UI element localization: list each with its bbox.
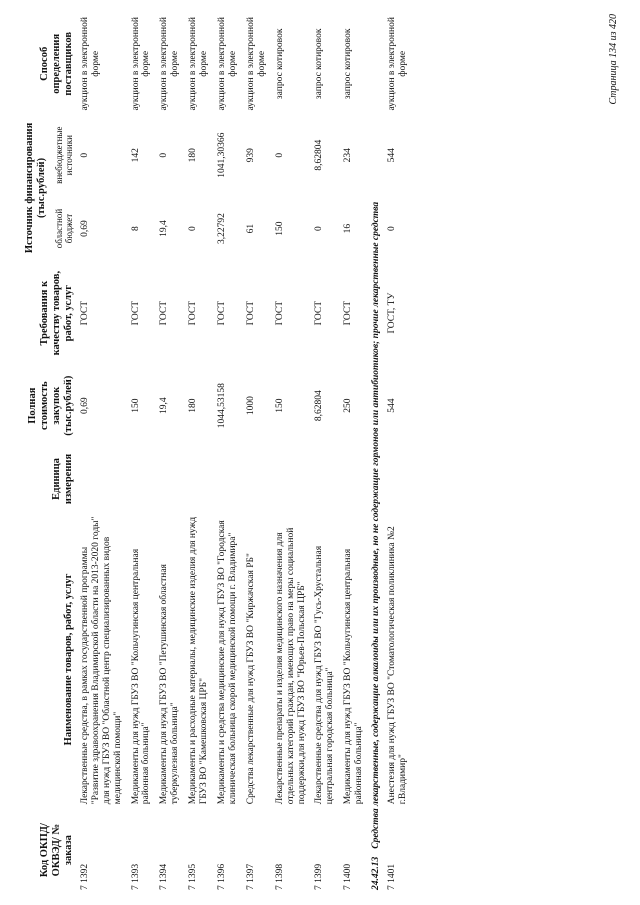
header-source: Источник финансирования (тыс.рублей) — [24, 122, 48, 254]
row-requirements: ГОСТ — [79, 300, 90, 326]
row-code: 7 1396 — [217, 863, 228, 890]
row-total: 150 — [274, 398, 285, 413]
row-method: аукцион в электронной форме — [387, 17, 409, 111]
row-unit — [272, 446, 312, 511]
row-name: Медикаменты для нужд ГБУЗ ВО "Кольчугинская центральная районная больница" — [343, 548, 365, 805]
row-name: Лекарственные средства для нужд ГБУЗ ВО "Гусь-Хрустальная центральная городская больница" — [314, 545, 336, 805]
row-name: Лекарственные средства, в рамках государственной программы "Развитие здравоохранения Владимирской области на 2013-2020 годы" для нужд ГБУЗ ВО "Областной центр специализированных видов медицинской помощи" — [79, 516, 123, 805]
row-offbudget: 1041,30366 — [217, 132, 228, 178]
row-code: 7 1392 — [79, 863, 90, 890]
row-total: 0,69 — [79, 397, 90, 414]
table-row — [384, 13, 413, 893]
row-code: 7 1399 — [314, 863, 325, 890]
row-method: запрос котировок — [343, 28, 354, 100]
row-name: Медикаменты и средства медицинские для нужд ГБУЗ ВО "Городская клиническая больница скорой медицинской помощи г. Владимира" — [217, 520, 238, 805]
row-requirements: ГОСТ — [217, 300, 228, 326]
row-code: 7 1400 — [343, 863, 354, 890]
row-code: 7 1397 — [245, 863, 256, 890]
row-regional-budget: 61 — [245, 223, 256, 234]
procurement-table — [22, 13, 413, 893]
table-row — [185, 13, 214, 893]
row-requirements: ГОСТ — [188, 300, 199, 326]
table-row — [340, 13, 369, 893]
row-method: аукцион в электронной форме — [188, 17, 210, 111]
row-requirements: ГОСТ — [130, 300, 141, 326]
row-total: 8,62804 — [314, 390, 325, 422]
row-name: Анестезия для нужд ГБУЗ ВО "Стоматологическая поликлиника №2 г.Владимир" — [387, 526, 409, 805]
header-total: Полная стоимость закупок (тыс.рублей) — [26, 375, 74, 436]
table-row — [128, 13, 157, 893]
row-unit — [214, 446, 243, 511]
header-name: Наименование товаров, работ, услуг — [62, 573, 74, 746]
row-unit — [156, 446, 185, 511]
row-offbudget: 939 — [245, 148, 256, 163]
row-unit — [340, 446, 369, 511]
row-name: Медикаменты и расходные материалы, медицинские изделия для нужд ГБУЗ ВО "Камешковская ЦРБ" — [188, 516, 210, 805]
row-unit — [311, 446, 340, 511]
row-requirements: ГОСТ — [159, 300, 170, 326]
row-method: запрос котировок — [314, 28, 325, 100]
row-offbudget: 142 — [130, 148, 141, 163]
row-offbudget: 0 — [159, 152, 170, 158]
section-heading — [369, 13, 384, 893]
row-requirements: ГОСТ — [245, 300, 256, 326]
row-offbudget: 0 — [274, 152, 285, 158]
header-code: Код ОКПД/ ОКВЭД/ № заказа — [38, 823, 74, 878]
row-requirements: ГОСТ — [343, 300, 354, 326]
row-method: аукцион в электронной форме — [159, 17, 181, 111]
row-method: аукцион в электронной форме — [130, 17, 152, 111]
section-code: 24.42.13 — [371, 856, 382, 890]
row-name: Медикаменты для нужд ГБУЗ ВО "Кольчугинская центральная районная больница" — [130, 548, 152, 805]
row-unit — [384, 446, 413, 511]
row-name: Средства лекарственные для нужд ГБУЗ ВО "Киржачская РБ" — [245, 553, 256, 805]
row-regional-budget: 19,4 — [159, 220, 170, 237]
row-method: аукцион в электронной форме — [217, 17, 238, 111]
row-code: 7 1394 — [159, 863, 170, 890]
row-code: 7 1395 — [188, 863, 199, 890]
row-total: 1000 — [245, 396, 256, 416]
row-regional-budget: 16 — [343, 223, 354, 234]
row-total: 250 — [343, 398, 354, 413]
row-regional-budget: 150 — [274, 221, 285, 236]
row-offbudget: 544 — [387, 148, 398, 163]
header-source-regional: областной бюджет — [54, 208, 75, 249]
row-total: 544 — [387, 398, 398, 413]
row-method: запрос котировок — [274, 28, 285, 100]
row-total: 150 — [130, 398, 141, 413]
row-unit — [185, 446, 214, 511]
row-total: 19,4 — [159, 397, 170, 414]
header-source-offbudget: внебюджетные источники — [54, 126, 75, 184]
header-requirements: Требования к качеству товаров, работ, услуг — [38, 270, 74, 356]
row-unit — [243, 446, 272, 511]
section-title: Средства лекарственные, содержащие алкалоиды или их производные, но не содержащие гормонов или антибиотиков; прочие лекарственные средства — [371, 201, 382, 849]
row-total: 1044,53158 — [217, 383, 228, 429]
row-unit — [128, 446, 157, 511]
row-offbudget: 180 — [188, 148, 199, 163]
row-requirements: ГОСТ — [274, 300, 285, 326]
table-row — [214, 13, 243, 893]
row-method: аукцион в электронной форме — [79, 17, 101, 111]
row-code: 7 1393 — [130, 863, 141, 890]
table-body — [77, 13, 413, 893]
table-row — [156, 13, 185, 893]
row-offbudget: 0 — [79, 152, 90, 158]
section-row — [369, 13, 384, 893]
row-regional-budget: 3,22792 — [217, 213, 228, 244]
page-number: Страница 134 из 420 — [608, 14, 619, 105]
row-code: 7 1401 — [387, 863, 398, 890]
row-name: Медикаменты для нужд ГБУЗ ВО "Петушинская областная туберкулезная больница" — [159, 564, 181, 805]
row-regional-budget: 0 — [314, 226, 325, 231]
row-requirements: ГОСТ — [314, 300, 325, 326]
row-total: 180 — [188, 398, 199, 413]
header-method: Способ определения поставщиков — [38, 31, 74, 96]
table-row — [311, 13, 340, 893]
row-offbudget: 234 — [343, 148, 354, 163]
row-code: 7 1398 — [274, 863, 285, 890]
row-name: Лекарственные препараты и изделия медицинского назначения для отдельных категорий граждан, имеющих право на меры социальной поддержки,для нужд ГБУЗ ВО "Юрьев-Польская ЦРБ" — [274, 527, 307, 805]
row-regional-budget: 0,69 — [79, 220, 90, 237]
header-unit: Единица измерения — [50, 453, 74, 505]
row-regional-budget: 0 — [387, 226, 398, 231]
table-row — [243, 13, 272, 893]
row-regional-budget: 8 — [130, 226, 141, 231]
table-row — [77, 13, 128, 893]
row-regional-budget: 0 — [188, 226, 199, 231]
row-requirements: ГОСТ, ТУ — [387, 292, 398, 334]
row-unit — [77, 446, 128, 511]
row-offbudget: 8,62804 — [314, 139, 325, 171]
row-method: аукцион в электронной форме — [245, 17, 267, 111]
table-row — [272, 13, 312, 893]
